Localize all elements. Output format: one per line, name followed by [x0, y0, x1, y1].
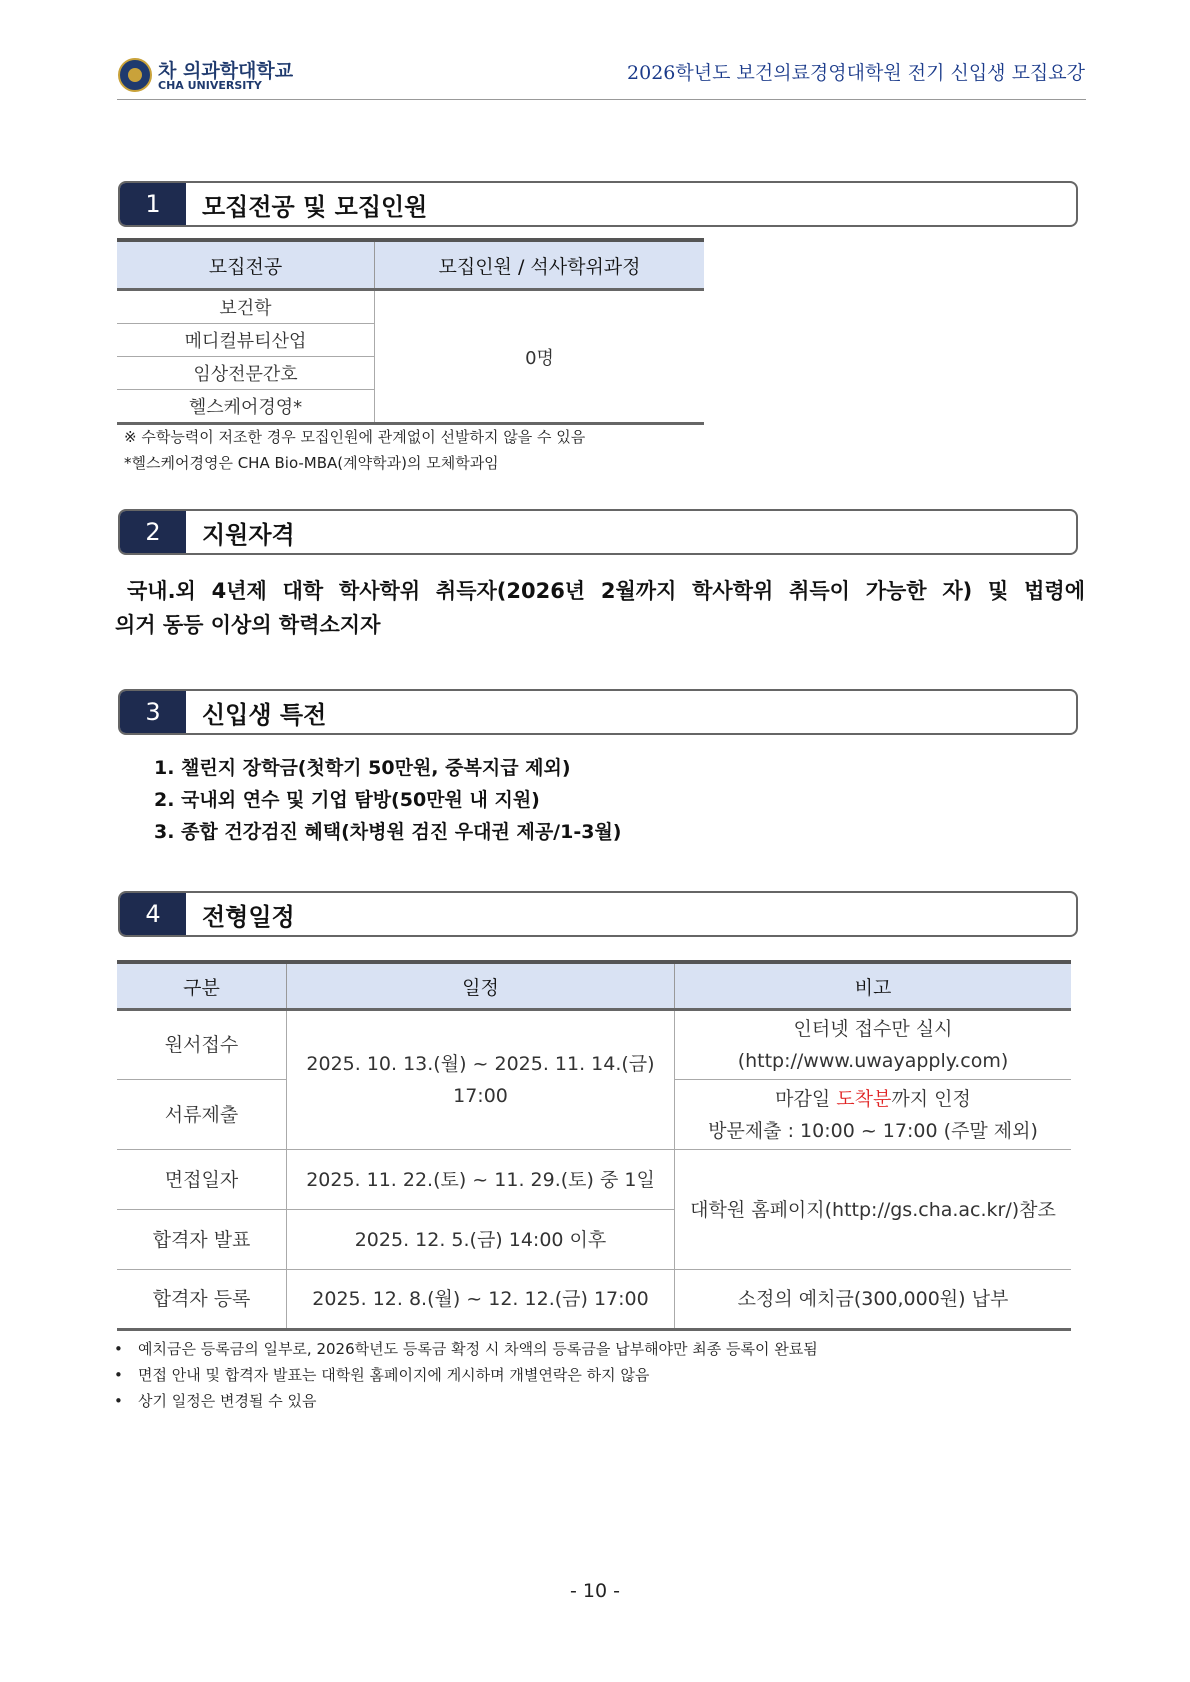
note-line: 인터넷 접수만 실시	[793, 1018, 953, 1040]
schedule-note: 대학원 홈페이지(http://gs.cha.ac.kr/)참조	[675, 1150, 1072, 1270]
note-line: 방문제출 : 10:00 ~ 17:00 (주말 제외)	[708, 1119, 1038, 1142]
schedule-note	[675, 1080, 1072, 1150]
schedule-date: 2025. 11. 22.(토) ~ 11. 29.(토) 중 1일	[287, 1150, 675, 1210]
section-number: 4	[120, 893, 186, 935]
qualification-paragraph	[115, 574, 1085, 642]
major-cell: 메디컬뷰티산업	[117, 324, 375, 357]
recruit-count-cell: 0명	[375, 290, 705, 424]
document-title: 2026학년도 보건의료경영대학원 전기 신입생 모집요강	[627, 62, 1085, 84]
section-1-header	[118, 181, 1078, 227]
note-line	[676, 1083, 1070, 1115]
schedule-date: 2025. 12. 5.(금) 14:00 이후	[287, 1210, 675, 1270]
university-emblem-icon	[118, 58, 152, 92]
schedule-label: 합격자 발표	[117, 1210, 287, 1270]
qualification-line: 국내.외 4년제 대학 학사학위 취득자(2026년 2월까지 학사학위 취득이 가능한 자) 및 법령에	[127, 579, 1085, 603]
major-cell: 보건학	[117, 290, 375, 324]
schedule-label: 면접일자	[117, 1150, 287, 1210]
schedule-table	[117, 960, 1071, 1331]
major-cell: 헬스케어경영*	[117, 390, 375, 424]
recruitment-table	[117, 238, 704, 425]
note-line: (http://www.uwayapply.com)	[737, 1050, 1009, 1072]
section-4-header	[118, 891, 1078, 937]
highlight-text: 도착분	[836, 1087, 892, 1110]
schedule-date: 2025. 12. 8.(월) ~ 12. 12.(금) 17:00	[287, 1270, 675, 1330]
schedule-date: 2025. 10. 13.(월) ~ 2025. 11. 14.(금) 17:00	[287, 1010, 675, 1150]
section-title: 모집전공 및 모집인원	[202, 192, 428, 221]
table-header: 모집전공	[117, 240, 375, 290]
table-header: 구분	[117, 962, 287, 1010]
list-item: • 면접 안내 및 합격자 발표는 대학원 홈페이지에 게시하며 개별연락은 하지 않음	[114, 1362, 818, 1388]
note-text: 마감일	[775, 1087, 837, 1110]
section-title: 지원자격	[202, 520, 295, 549]
list-item: 2. 국내외 연수 및 기업 탐방(50만원 내 지원)	[154, 789, 540, 811]
page-number: - 10 -	[570, 1580, 620, 1602]
notes-list	[114, 1336, 818, 1414]
note-text: ※ 수학능력이 저조한 경우 모집인원에 관계없이 선발하지 않을 수 있음	[124, 428, 586, 446]
section-title: 신입생 특전	[202, 700, 327, 729]
schedule-label: 서류제출	[117, 1080, 287, 1150]
schedule-note: 소정의 예치금(300,000원) 납부	[675, 1270, 1072, 1330]
table-header: 모집인원 / 석사학위과정	[375, 240, 705, 290]
schedule-label: 원서접수	[117, 1010, 287, 1080]
list-item: • 상기 일정은 변경될 수 있음	[114, 1388, 818, 1414]
section-number: 3	[120, 691, 186, 733]
note-text: *헬스케어경영은 CHA Bio-MBA(계약학과)의 모체학과임	[124, 454, 499, 472]
schedule-label: 합격자 등록	[117, 1270, 287, 1330]
qualification-line: 의거 동등 이상의 학력소지자	[115, 613, 381, 637]
section-number: 2	[120, 511, 186, 553]
list-item: 1. 챌린지 장학금(첫학기 50만원, 중복지급 제외)	[154, 757, 571, 779]
table-header: 비고	[675, 962, 1072, 1010]
section-2-header	[118, 509, 1078, 555]
benefits-list	[154, 752, 622, 848]
section-number: 1	[120, 183, 186, 225]
logo-korean: 차 의과학대학교	[158, 60, 294, 82]
header-divider	[117, 99, 1086, 100]
logo-english: CHA UNIVERSITY	[158, 79, 262, 92]
major-cell: 임상전문간호	[117, 357, 375, 390]
list-item: • 예치금은 등록금의 일부로, 2026학년도 등록금 확정 시 차액의 등록금을 납부해야만 최종 등록이 완료됨	[114, 1336, 818, 1362]
section-3-header	[118, 689, 1078, 735]
table-header: 일정	[287, 962, 675, 1010]
schedule-note	[675, 1010, 1072, 1080]
list-item: 3. 종합 건강검진 혜택(차병원 검진 우대권 제공/1-3월)	[154, 821, 622, 843]
note-text: 까지 인정	[891, 1087, 971, 1110]
section-title: 전형일정	[202, 902, 295, 931]
